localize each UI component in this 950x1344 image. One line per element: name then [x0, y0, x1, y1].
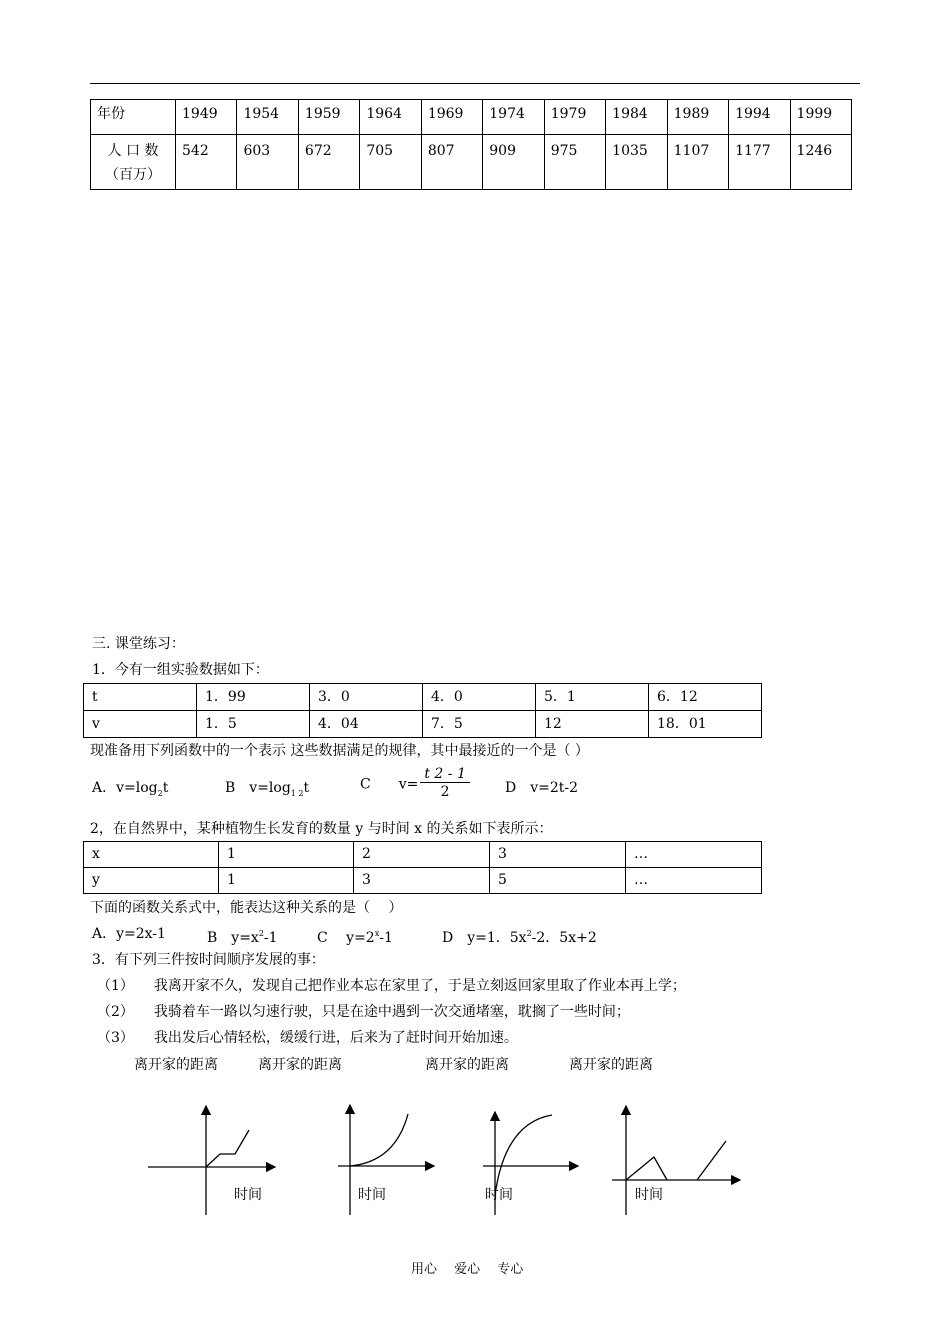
year-cell: 1949 [176, 100, 237, 135]
population-cell: 909 [483, 135, 544, 190]
table-cell: 6．12 [649, 684, 762, 711]
table-cell: 18．01 [649, 711, 762, 738]
year-cell: 1974 [483, 100, 544, 135]
graph-3-x-label: 时间 [485, 1187, 513, 1203]
experiment-table [83, 683, 762, 738]
population-cell: 1246 [790, 135, 851, 190]
year-cell: 1994 [729, 100, 790, 135]
graph-4-x-label: 时间 [635, 1187, 663, 1203]
table-cell: 3 [490, 842, 626, 868]
graph-2-x-label: 时间 [358, 1187, 386, 1203]
graph-1-y-label: 离开家的距离 [134, 1057, 218, 1073]
population-cell: 603 [237, 135, 298, 190]
table-cell: 3 [354, 868, 490, 894]
q2-option-a: A．y=2x-1 [92, 926, 166, 942]
table-cell: v [84, 711, 197, 738]
year-cell: 1969 [421, 100, 482, 135]
population-cell: 975 [544, 135, 605, 190]
q1-option-b: B $v=\log_{1 2}t$ [225, 780, 310, 798]
year-header-cell: 年份 [91, 100, 176, 135]
population-unit: （百万） [105, 167, 161, 183]
year-cell: 1989 [667, 100, 728, 135]
table-row [84, 684, 762, 711]
population-cell: 1107 [667, 135, 728, 190]
q3-intro: 3．有下列三件按时间顺序发展的事： [92, 952, 325, 968]
table-cell: 4．04 [310, 711, 423, 738]
table-cell: y [84, 868, 219, 894]
top-rule [90, 83, 860, 84]
graph-1-x-label: 时间 [234, 1187, 262, 1203]
table-cell: 1．5 [197, 711, 310, 738]
year-cell: 1984 [606, 100, 667, 135]
table-row [91, 135, 852, 190]
population-cell: 705 [360, 135, 421, 190]
graph-2-y-label: 离开家的距离 [258, 1057, 342, 1073]
q2-option-d: D y=1．$5x^2-2$．5x+2 [442, 929, 597, 946]
table-row [84, 868, 762, 894]
table-cell: … [626, 868, 762, 894]
table-cell: 2 [354, 842, 490, 868]
population-cell: 1177 [729, 135, 790, 190]
table-row [91, 100, 852, 135]
population-label: 人 口 数 [107, 143, 159, 159]
table-cell: 12 [536, 711, 649, 738]
q1-option-d: D v=2t-2 [505, 780, 579, 796]
table-cell: 7．5 [423, 711, 536, 738]
population-cell: 672 [298, 135, 359, 190]
q2-intro: 2，在自然界中，某种植物生长发育的数量 y 与时间 x 的关系如下表所示： [90, 821, 553, 837]
population-header-cell [91, 135, 176, 190]
table-cell: 1 [219, 842, 354, 868]
table-cell: 5 [490, 868, 626, 894]
q2-option-c: C $y=2^x-1$ [317, 929, 393, 946]
population-cell: 807 [421, 135, 482, 190]
year-cell: 1954 [237, 100, 298, 135]
growth-table [83, 841, 762, 894]
table-cell: 1 [219, 868, 354, 894]
page-footer: 用心 爱心 专心 [411, 1262, 524, 1277]
section-title: 三. 课堂练习： [92, 636, 185, 652]
q2-option-b: B $y=x^2-1$ [207, 929, 278, 946]
graph-4-y-label: 离开家的距离 [569, 1057, 653, 1073]
table-cell: 5．1 [536, 684, 649, 711]
population-table [90, 99, 852, 190]
q1-option-a: A．$v=\log_2t$ [92, 780, 169, 798]
year-cell: 1999 [790, 100, 851, 135]
table-cell: … [626, 842, 762, 868]
year-cell: 1959 [298, 100, 359, 135]
fraction: $\frac{t 2 - 1}{2}$ [420, 766, 470, 801]
graph-2 [338, 1105, 434, 1215]
q1-intro: 1．今有一组实验数据如下： [92, 662, 269, 678]
q3-item-3: （3） 我出发后心情轻松，缓缓行进，后来为了赶时间开始加速。 [97, 1030, 518, 1046]
table-cell: 3．0 [310, 684, 423, 711]
q2-question: 下面的函数关系式中，能表达这种关系的是（ ） [90, 900, 403, 916]
table-cell: 4．0 [423, 684, 536, 711]
population-cell: 1035 [606, 135, 667, 190]
table-cell: t [84, 684, 197, 711]
table-cell: x [84, 842, 219, 868]
table-row [84, 842, 762, 868]
year-cell: 1964 [360, 100, 421, 135]
q1-question: 现准备用下列函数中的一个表示 这些数据满足的规律，其中最接近的一个是（ ） [90, 743, 589, 759]
q1-option-c: C v= $\frac{t 2 - 1}{2}$ [360, 766, 470, 801]
table-row [84, 711, 762, 738]
graph-3-y-label: 离开家的距离 [425, 1057, 509, 1073]
table-cell: 1．99 [197, 684, 310, 711]
q3-item-2: （2） 我骑着车一路以匀速行驶，只是在途中遇到一次交通堵塞，耽搁了一些时间； [97, 1004, 630, 1020]
graph-4 [612, 1106, 740, 1215]
year-cell: 1979 [544, 100, 605, 135]
population-cell: 542 [176, 135, 237, 190]
q3-item-1: （1） 我离开家不久，发现自己把作业本忘在家里了，于是立刻返回家里取了作业本再上学； [97, 978, 686, 994]
